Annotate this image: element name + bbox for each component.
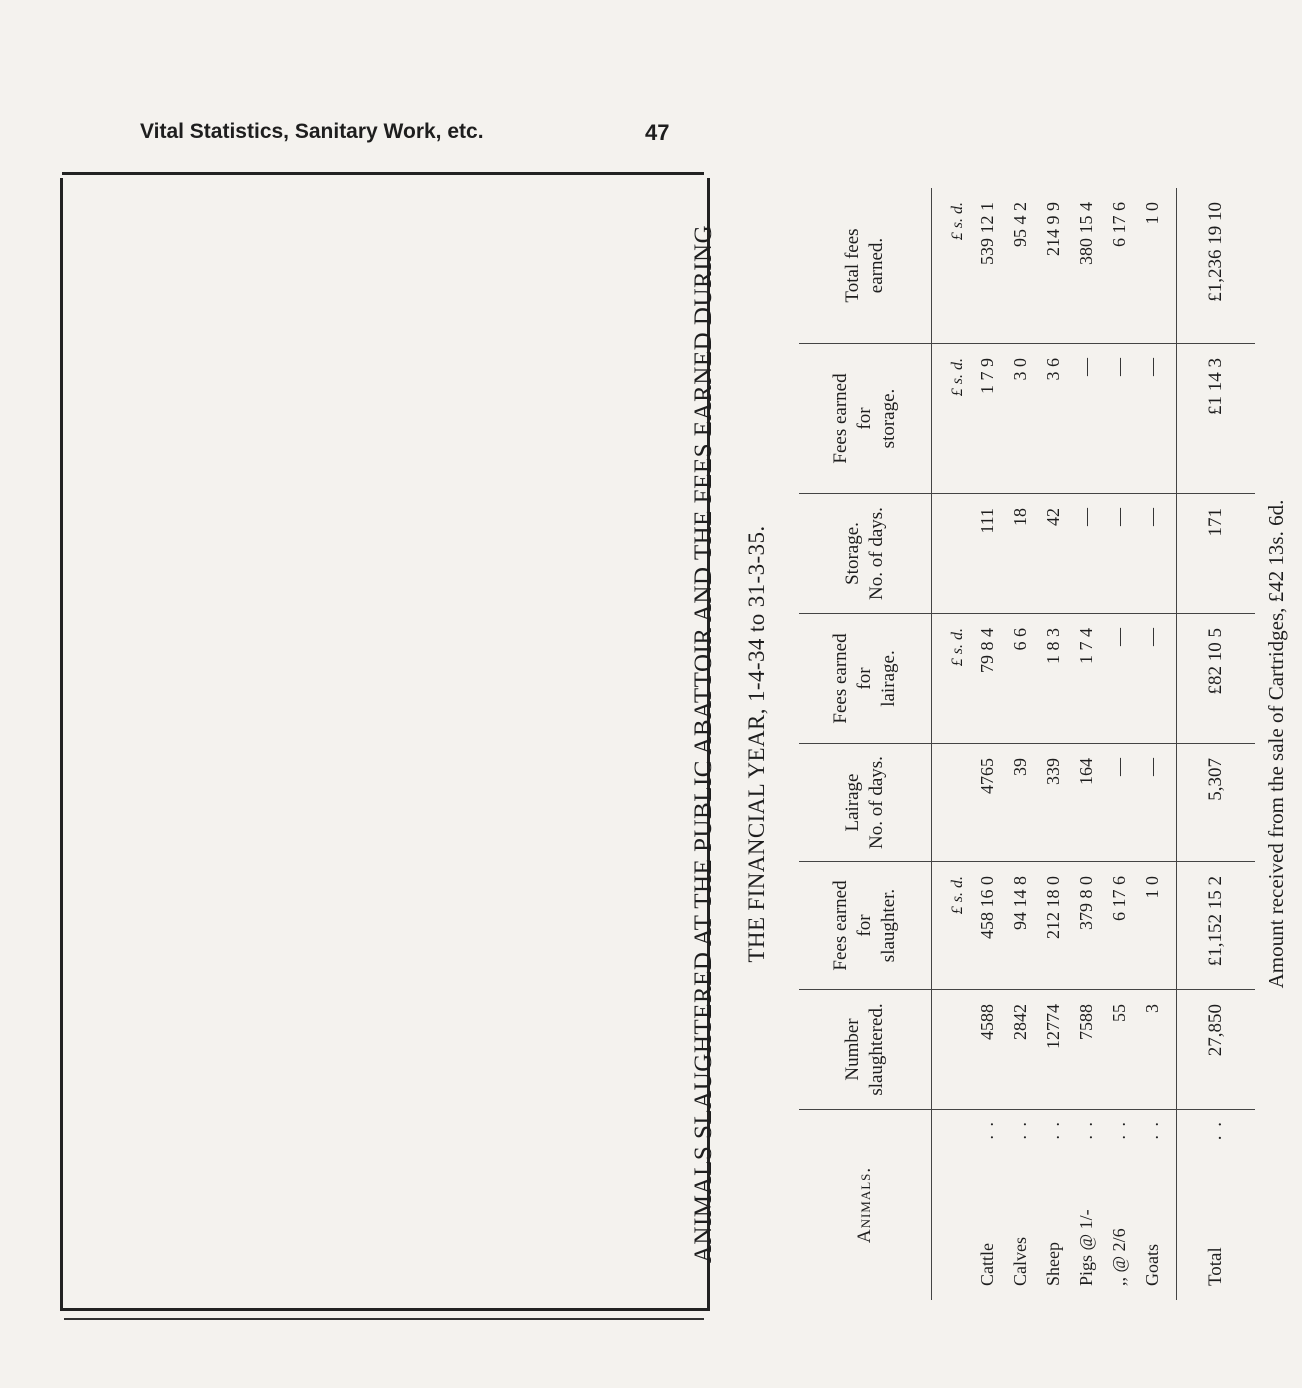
fees-storage-column: £ s. d. 1 7 9 3 0 3 6 — — — xyxy=(931,344,1176,494)
table-row: Goats . . xyxy=(1142,1120,1162,1286)
page-number: 47 xyxy=(645,120,670,145)
fees-lairage-column: £ s. d. 79 8 4 6 6 1 8 3 1 7 4 — — xyxy=(931,614,1176,744)
table-row: Calves . . xyxy=(1010,1120,1030,1286)
total-fees-slaughter: £1,152 15 2 xyxy=(1205,876,1226,967)
fees-slaughter-column: £ s. d. 458 16 0 94 14 8 212 18 0 379 8 0 6 17 6 1 0 xyxy=(931,862,1176,990)
table-body xyxy=(931,188,1176,1300)
header-lairage-days: Lairage No. of days. xyxy=(799,744,931,862)
grand-total-fees: £1,236 19 10 xyxy=(1205,202,1226,302)
units-label: £ s. d. xyxy=(949,358,966,397)
header-animals: Animals. xyxy=(854,1166,875,1244)
header-fees-lairage: Fees earned for lairage. xyxy=(799,614,931,744)
header-number-slaughtered: Number slaughtered. xyxy=(799,990,931,1110)
header-storage-days: Storage. No. of days. xyxy=(799,494,931,614)
table-title-line-1: ANIMALS SLAUGHTERED AT THE PUBLIC ABATTOIR AND THE FEES EARNED DURING xyxy=(690,224,717,1264)
table-row: ,, @ 2/6 . . xyxy=(1109,1120,1129,1286)
total-fees-storage: £1 14 3 xyxy=(1205,358,1226,415)
table-row: Pigs @ 1/- . . xyxy=(1076,1120,1096,1286)
table-total-row xyxy=(1176,188,1255,1300)
storage-days-column: 111 18 42 — — — xyxy=(931,494,1176,614)
table-row: Cattle . . xyxy=(977,1120,997,1286)
bottom-rule xyxy=(64,1318,704,1320)
table-row: Sheep . . xyxy=(1043,1120,1063,1286)
rotated-table-block xyxy=(682,188,1302,1300)
running-head xyxy=(0,120,800,150)
header-fees-slaughter: Fees earned for slaughter. xyxy=(799,862,931,990)
total-storage-days: 171 xyxy=(1205,508,1226,537)
number-column: 4588 2842 12774 7588 55 3 xyxy=(931,990,1176,1110)
animals-column xyxy=(931,1110,1176,1300)
abattoir-table xyxy=(799,188,1254,1300)
table-frame xyxy=(60,178,710,1311)
units-label: £ s. d. xyxy=(949,628,966,667)
total-number: 27,850 xyxy=(1205,1004,1226,1057)
units-label: £ s. d. xyxy=(949,202,966,241)
header-total-fees: Total fees earned. xyxy=(799,188,931,344)
units-label: £ s. d. xyxy=(949,876,966,915)
top-rule xyxy=(62,172,704,175)
total-fees-lairage: £82 10 5 xyxy=(1205,628,1226,695)
total-fees-column: £ s. d. 539 12 1 95 4 2 214 9 9 380 15 4 6 17 6 1 0 xyxy=(931,188,1176,344)
running-head-title: Vital Statistics, Sanitary Work, etc. xyxy=(140,120,484,143)
total-label: Total . . xyxy=(1205,1120,1226,1286)
header-fees-storage: Fees earned for storage. xyxy=(799,344,931,494)
table-header-row xyxy=(799,188,932,1300)
lairage-days-column: 4765 39 339 164 — — xyxy=(931,744,1176,862)
table-title-line-2: THE FINANCIAL YEAR, 1-4-34 to 31-3-35. xyxy=(744,525,769,963)
total-lairage-days: 5,307 xyxy=(1205,758,1226,801)
footnote: Amount received from the sale of Cartridges, £42 13s. 6d. xyxy=(1264,499,1288,989)
